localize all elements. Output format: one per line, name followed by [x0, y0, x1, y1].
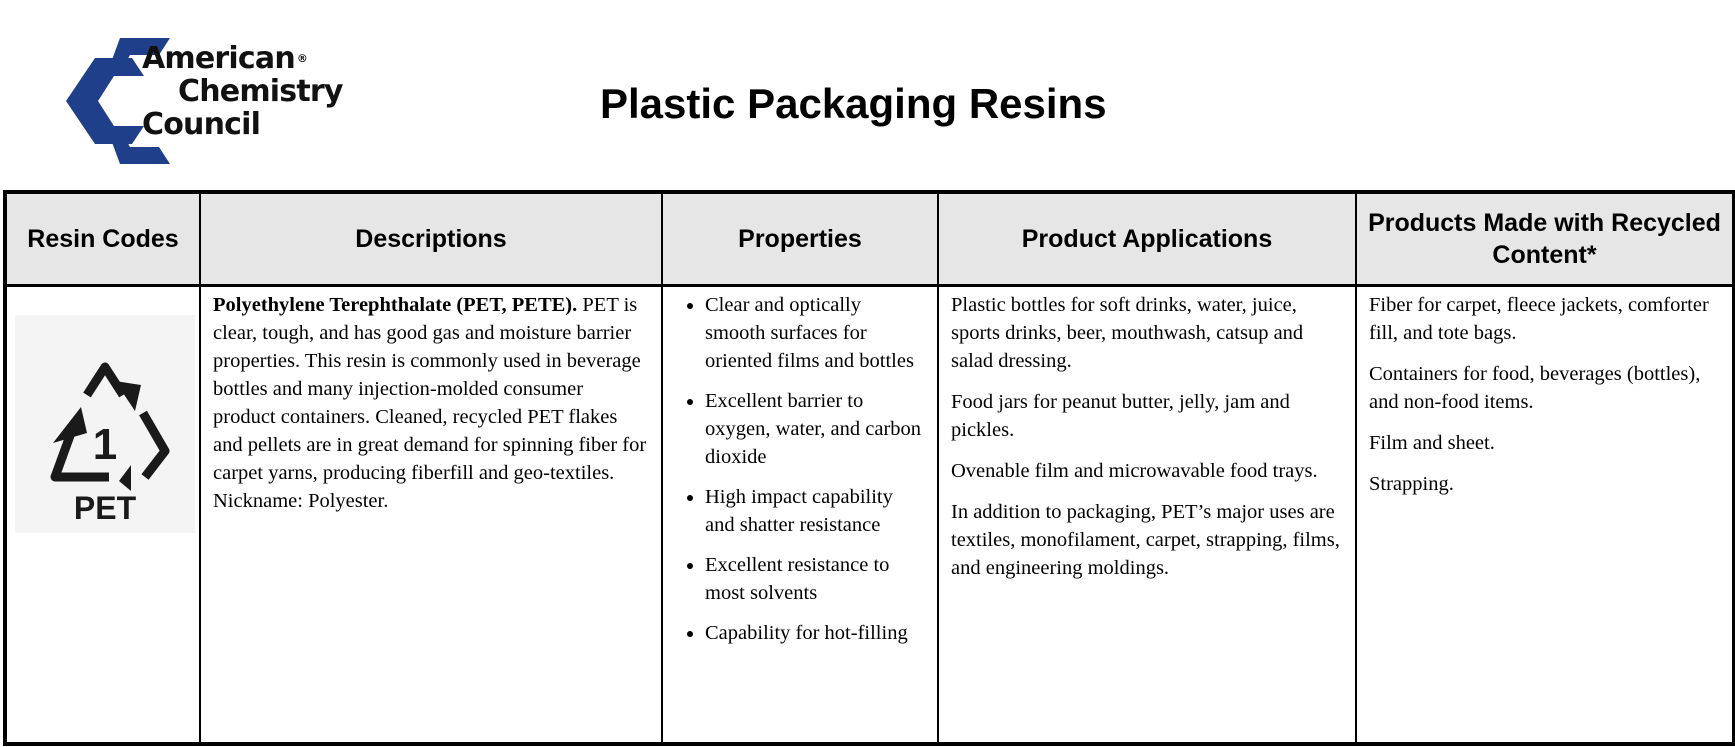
- application-paragraph: Food jars for peanut butter, jelly, jam and pickles.: [951, 391, 1290, 441]
- list-item: • Excellent resistance to most solvents: [705, 551, 925, 607]
- list-item: • High impact capability and shatter resistance: [705, 483, 925, 539]
- description-text: PET is clear, tough, and has good gas and moisture barrier properties. This resin is commonly used in beverage bottles and many injection-molded consumer product containers. Cleaned, recycled PET flakes and pellets are in great demand for spinning fiber for carpet yarns, producing fiberfill and geo-textiles. Nickname: Polyester.: [213, 294, 647, 512]
- column-header-descriptions: Descriptions: [200, 192, 662, 286]
- recycled-product-paragraph: Containers for food, beverages (bottles), and non-food items.: [1369, 363, 1701, 413]
- description-heading: Polyethylene Terephthalate (PET, PETE).: [213, 294, 578, 316]
- resin-code-number: 1: [92, 420, 118, 469]
- resin-table: [3, 190, 1735, 746]
- application-paragraph: In addition to packaging, PET’s major uses are textiles, monofilament, carpet, strapping, films, and engineering moldings.: [951, 501, 1340, 579]
- table-row: [5, 286, 1734, 745]
- list-item: • Clear and optically smooth surfaces for oriented films and bottles: [705, 291, 925, 375]
- list-item: • Capability for hot-filling: [705, 619, 925, 647]
- resin-code-abbreviation: PET: [73, 490, 137, 526]
- logo-wordmark: American ® Chemistry Council: [142, 41, 343, 142]
- page-title: Plastic Packaging Resins: [600, 80, 1107, 127]
- column-header-product-applications: Product Applications: [938, 192, 1356, 286]
- column-header-properties: Properties: [662, 192, 938, 286]
- column-header-recycled-products: Products Made with Recycled Content*: [1356, 192, 1734, 286]
- left-hexagon-shape: [66, 58, 144, 144]
- acc-logo: [60, 28, 360, 174]
- application-paragraph: Ovenable film and microwavable food trays.: [951, 460, 1318, 482]
- properties-cell: [662, 286, 938, 745]
- column-header-resin-codes: Resin Codes: [5, 192, 200, 286]
- resin-code-cell: [5, 286, 200, 745]
- application-paragraph: Plastic bottles for soft drinks, water, juice, sports drinks, beer, mouthwash, catsup and salad dressing.: [951, 294, 1304, 372]
- properties-list: [675, 291, 925, 647]
- list-item: • Excellent barrier to oxygen, water, and carbon dioxide: [705, 387, 925, 471]
- recycled-product-paragraph: Fiber for carpet, fleece jackets, comforter fill, and tote bags.: [1369, 294, 1709, 344]
- applications-cell: [938, 286, 1356, 745]
- recycled-product-paragraph: Strapping.: [1369, 473, 1454, 495]
- recycled-product-paragraph: Film and sheet.: [1369, 432, 1495, 454]
- recycled-products-cell: [1356, 286, 1734, 745]
- resin-code-symbol: [15, 315, 195, 533]
- table-header-row: [5, 192, 1734, 286]
- description-cell: [200, 286, 662, 745]
- recycling-triangle-icon: [15, 315, 195, 533]
